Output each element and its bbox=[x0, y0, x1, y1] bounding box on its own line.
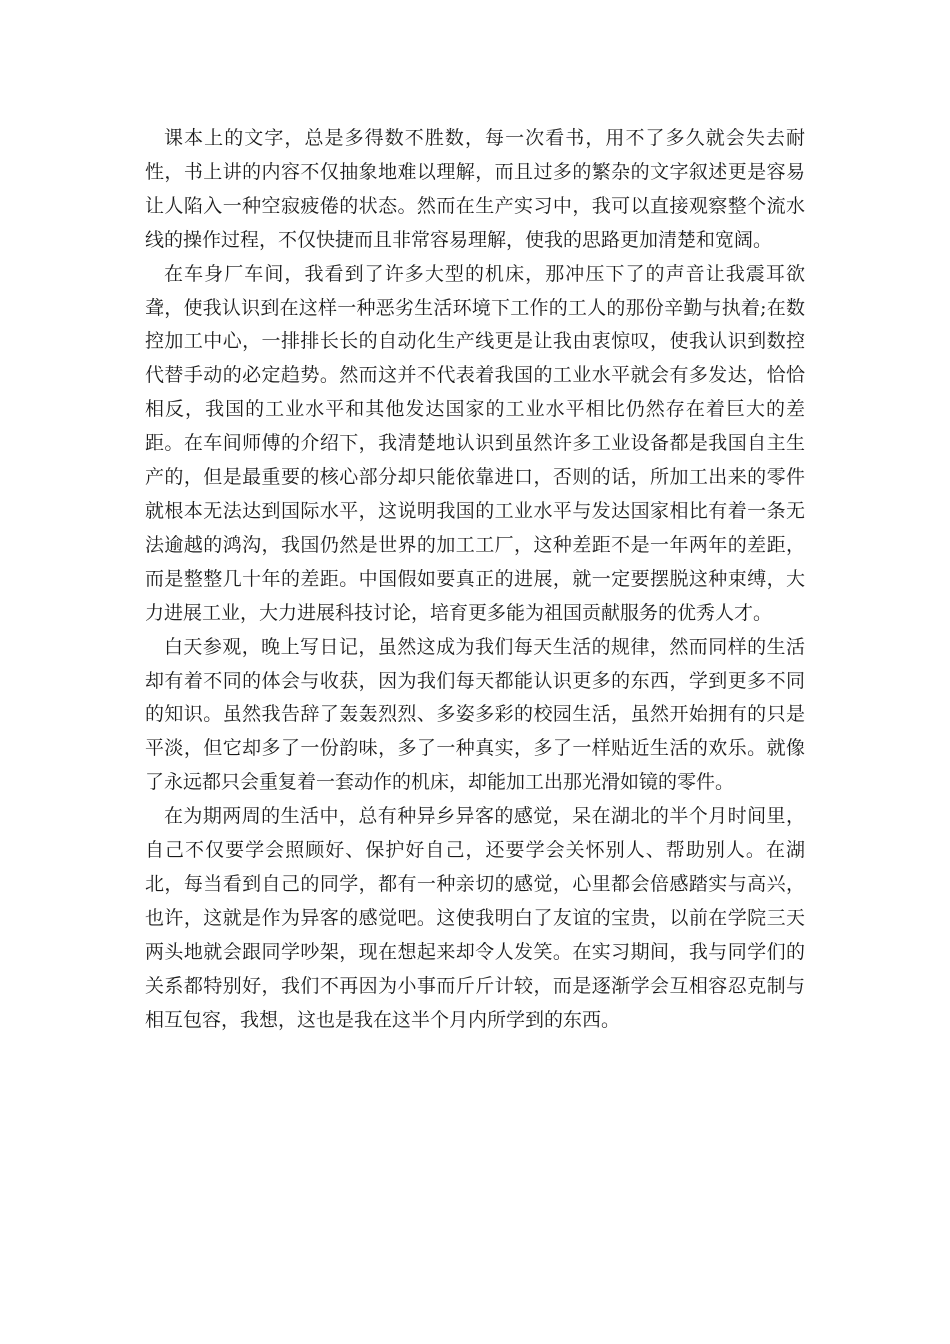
paragraph-4: 在为期两周的生活中，总有种异乡异客的感觉，呆在湖北的半个月时间里，自己不仅要学会照顾好、保护好自己，还要学会关怀别人、帮助别人。在湖北，每当看到自己的同学，都有一种亲切的感觉，心里都会倍感踏实与高兴，也许，这就是作为异客的感觉吧。这使我明白了友谊的宝贵，以前在学院三天两头地就会跟同学吵架，现在想起来却令人发笑。在实习期间，我与同学们的关系都特别好，我们不再因为小事而斤斤计较，而是逐渐学会互相容忍克制与相互包容，我想，这也是我在这半个月内所学到的东西。 bbox=[145, 805, 805, 1031]
paragraph-2: 在车身厂车间，我看到了许多大型的机床，那冲压下了的声音让我震耳欲聋，使我认识到在这样一种恶劣生活环境下工作的工人的那份辛勤与执着;在数控加工中心，一排排长长的自动化生产线更是让我由衷惊叹，使我认识到数控代替手动的必定趋势。然而这并不代表着我国的工业水平就会有多发达，恰恰相反，我国的工业水平和其他发达国家的工业水平相比仍然存在着巨大的差距。在车间师傅的介绍下，我清楚地认识到虽然许多工业设备都是我国自主生产的，但是最重要的核心部分却只能依靠进口，否则的话，所加工出来的零件就根本无法达到国际水平，这说明我国的工业水平与发达国家相比有着一条无法逾越的鸿沟，我国仍然是世界的加工工厂，这种差距不是一年两年的差距，而是整整几十年的差距。中国假如要真正的进展，就一定要摆脱这种束缚，大力进展工业，大力进展科技讨论，培育更多能为祖国贡献服务的优秀人才。 bbox=[145, 262, 805, 624]
paragraph-3: 白天参观，晚上写日记，虽然这成为我们每天生活的规律，然而同样的生活却有着不同的体会与收获，因为我们每天都能认识更多的东西，学到更多不同的知识。虽然我告辞了轰轰烈烈、多姿多彩的校园生活，虽然开始拥有的只是平淡，但它却多了一份韵味，多了一种真实，多了一样贴近生活的欢乐。就像了永远都只会重复着一套动作的机床，却能加工出那光滑如镜的零件。 bbox=[145, 635, 805, 794]
document-body bbox=[145, 122, 805, 1037]
paragraph-1: 课本上的文字，总是多得数不胜数，每一次看书，用不了多久就会失去耐性，书上讲的内容不仅抽象地难以理解，而且过多的繁杂的文字叙述更是容易让人陷入一种空寂疲倦的状态。然而在生产实习中，我可以直接观察整个流水线的操作过程，不仅快捷而且非常容易理解，使我的思路更加清楚和宽阔。 bbox=[145, 127, 805, 251]
